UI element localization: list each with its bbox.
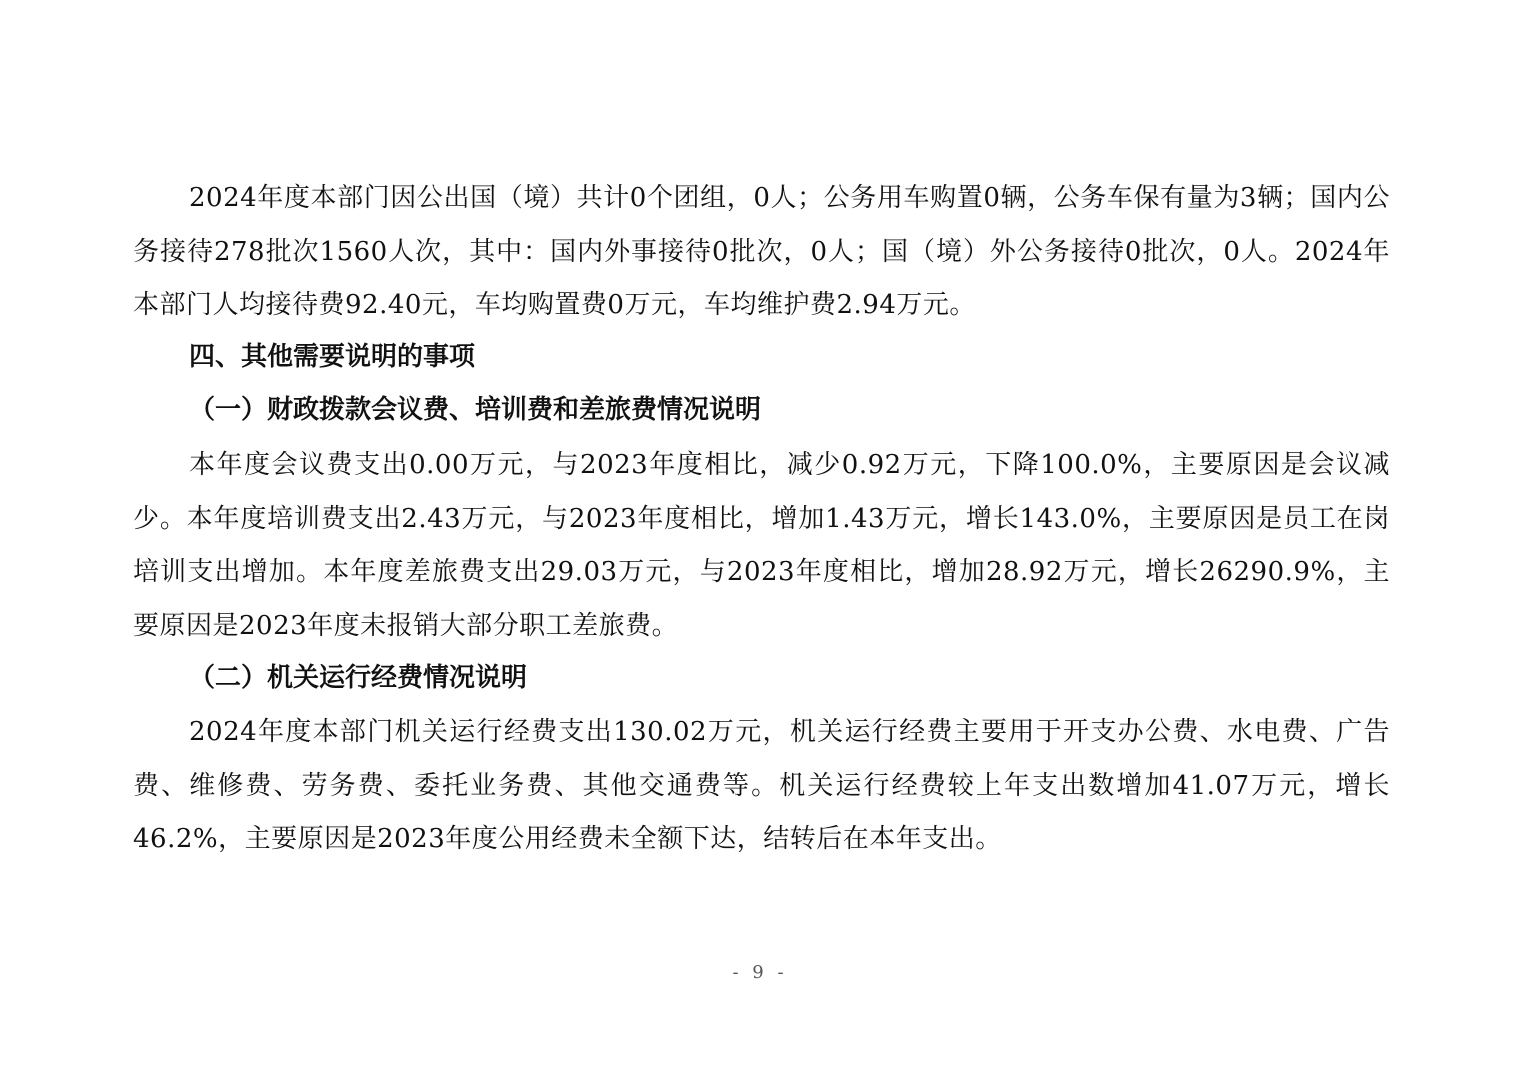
subsection-heading-meeting-training-travel: （一）财政拨款会议费、培训费和差旅费情况说明: [189, 395, 762, 425]
section-heading-other-matters: 四、其他需要说明的事项: [189, 342, 476, 372]
paragraph-public-expenses: 2024年度本部门因公出国（境）共计0个团组，0人；公务用车购置0辆，公务车保有量为3辆；国内公务接待278批次1560人次，其中：国内外事接待0批次，0人；国（境）外公务接待0批次，0人。2024年本部门人均接待费92.40元，车均购置费0万元，车均维护费2.94万元。: [133, 183, 1390, 320]
subsection-heading-operating-expenses: （二）机关运行经费情况说明: [189, 663, 528, 693]
paragraph-meeting-training-travel: 本年度会议费支出0.00万元，与2023年度相比，减少0.92万元，下降100.0%，主要原因是会议减少。本年度培训费支出2.43万元，与2023年度相比，增加1.43万元，增长143.0%，主要原因是员工在岗培训支出增加。本年度差旅费支出29.03万元，与2023年度相比，增加28.92万元，增长26290.9%，主要原因是2023年度未报销大部分职工差旅费。: [133, 450, 1390, 641]
page-number: - 9 -: [732, 962, 788, 983]
paragraph-operating-expenses: 2024年度本部门机关运行经费支出130.02万元，机关运行经费主要用于开支办公费、水电费、广告费、维修费、劳务费、委托业务费、其他交通费等。机关运行经费较上年支出数增加41.07万元，增长46.2%，主要原因是2023年度公用经费未全额下达，结转后在本年支出。: [133, 717, 1390, 854]
